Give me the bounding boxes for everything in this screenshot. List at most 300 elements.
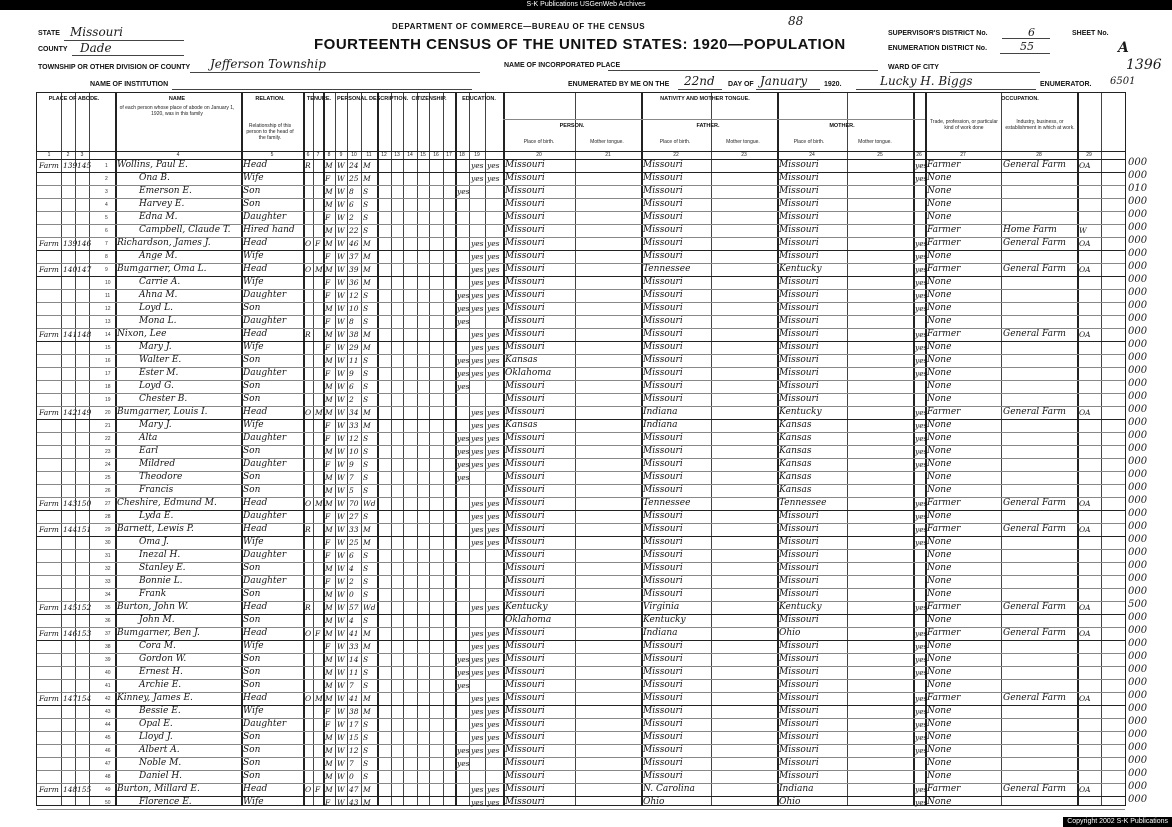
cell-write: yes xyxy=(487,356,500,365)
column-number: 27 xyxy=(960,152,966,158)
cell-school: yes xyxy=(457,460,470,469)
cell-marital: M xyxy=(363,694,371,703)
line-number: 40 xyxy=(105,670,111,676)
cell-mother: Missouri xyxy=(779,615,819,625)
cell-race: W xyxy=(337,460,345,469)
cell-english: yes xyxy=(915,161,928,170)
cell-occupation: None xyxy=(927,303,952,313)
cell-name: Inezal H. xyxy=(139,550,181,560)
cell-mother: Missouri xyxy=(779,199,819,209)
cell-school: yes xyxy=(457,369,470,378)
cell-name: Frank xyxy=(139,589,167,599)
cell-read: yes xyxy=(471,356,484,365)
cell-relation: Daughter xyxy=(243,511,287,521)
column-number: 4 xyxy=(176,152,180,158)
cell-tenure: R xyxy=(305,330,311,339)
cell-sex: M xyxy=(325,499,333,508)
cell-dwelling: 147 xyxy=(63,694,78,703)
cell-english: yes xyxy=(915,447,928,456)
cell-relation: Head xyxy=(243,693,268,703)
cell-family: 147 xyxy=(77,265,92,274)
cell-birth: Oklahoma xyxy=(505,615,552,625)
cell-age: 9 xyxy=(349,460,354,469)
cell-age: 34 xyxy=(349,408,359,417)
enumerated-label: ENUMERATED BY ME ON THE xyxy=(568,81,670,88)
column-number: 24 xyxy=(809,152,815,158)
margin-code: 000 xyxy=(1128,196,1148,207)
cell-write: yes xyxy=(487,785,500,794)
cell-write: yes xyxy=(487,746,500,755)
cell-race: W xyxy=(337,174,345,183)
cell-english: yes xyxy=(915,460,928,469)
cell-read: yes xyxy=(471,161,484,170)
column-number: 28 xyxy=(1036,152,1042,158)
cell-sex: M xyxy=(325,265,333,274)
margin-code: 500 xyxy=(1128,599,1148,610)
cell-occupation: None xyxy=(927,316,952,326)
margin-code: 000 xyxy=(1128,625,1148,636)
cell-read: yes xyxy=(471,694,484,703)
line-number: 33 xyxy=(105,579,111,585)
line-number: 8 xyxy=(105,254,108,260)
cell-name: Barnett, Lewis P. xyxy=(117,524,194,534)
margin-code: 000 xyxy=(1128,391,1148,402)
group-nativity: NATIVITY AND MOTHER TONGUE. xyxy=(660,96,750,102)
cell-occupation: None xyxy=(927,680,952,690)
cell-write: yes xyxy=(487,252,500,261)
line-number: 42 xyxy=(105,696,111,702)
cell-age: 12 xyxy=(349,291,359,300)
cell-birth: Oklahoma xyxy=(505,368,552,378)
line-number: 28 xyxy=(105,514,111,520)
cell-name: Wollins, Paul E. xyxy=(117,160,188,170)
cell-school: yes xyxy=(457,356,470,365)
cell-race: W xyxy=(337,200,345,209)
cell-marital: M xyxy=(363,798,371,807)
cell-tenure: O xyxy=(305,785,312,794)
cell-father: Missouri xyxy=(643,212,683,222)
cell-english: yes xyxy=(915,265,928,274)
cell-sex: F xyxy=(325,577,331,586)
cell-occupation: None xyxy=(927,511,952,521)
cell-tenure: O xyxy=(305,265,312,274)
cell-relation: Son xyxy=(243,303,261,313)
cell-birth: Missouri xyxy=(505,784,545,794)
cell-mother: Missouri xyxy=(779,667,819,677)
cell-relation: Wife xyxy=(243,342,264,352)
cell-mother: Missouri xyxy=(779,160,819,170)
cell-name: Albert A. xyxy=(139,745,180,755)
cell-write: yes xyxy=(487,512,500,521)
line-number: 7 xyxy=(105,241,108,247)
cell-birth: Missouri xyxy=(505,654,545,664)
cell-write: yes xyxy=(487,733,500,742)
cell-marital: S xyxy=(363,655,369,664)
cell-sex: F xyxy=(325,252,331,261)
cell-age: 15 xyxy=(349,733,359,742)
cell-father: Missouri xyxy=(643,706,683,716)
cell-marital: S xyxy=(363,473,369,482)
cell-relation: Head xyxy=(243,602,268,612)
cell-sex: M xyxy=(325,473,333,482)
cell-mother: Missouri xyxy=(779,706,819,716)
cell-tenure: R xyxy=(305,161,311,170)
cell-read: yes xyxy=(471,746,484,755)
margin-code: 000 xyxy=(1128,508,1148,519)
enumerated-month: January xyxy=(760,74,808,88)
cell-english: yes xyxy=(915,174,928,183)
cell-sex: M xyxy=(325,759,333,768)
line-number: 29 xyxy=(105,527,111,533)
margin-code: 000 xyxy=(1128,248,1148,259)
cell-school: yes xyxy=(457,382,470,391)
cell-family: 148 xyxy=(77,330,92,339)
cell-class: OA xyxy=(1079,239,1091,248)
cell-marital: S xyxy=(363,187,369,196)
cell-english: yes xyxy=(915,746,928,755)
line-number: 47 xyxy=(105,761,111,767)
cell-sex: M xyxy=(325,330,333,339)
margin-code: 000 xyxy=(1128,456,1148,467)
mother-tongue-header: Mother tongue. xyxy=(858,139,892,145)
cell-sex: M xyxy=(325,590,333,599)
cell-family: 151 xyxy=(77,525,92,534)
cell-school: yes xyxy=(457,759,470,768)
cell-age: 10 xyxy=(349,304,359,313)
group-mother: MOTHER. xyxy=(829,123,855,129)
cell-father: Missouri xyxy=(643,563,683,573)
cell-english: yes xyxy=(915,499,928,508)
person-birth-header: Place of birth. xyxy=(523,139,555,145)
cell-tenure: R xyxy=(305,525,311,534)
line-number: 46 xyxy=(105,748,111,754)
cell-name: Ona B. xyxy=(139,173,170,183)
cell-age: 36 xyxy=(349,278,359,287)
column-number: 26 xyxy=(916,152,922,158)
cell-father: Missouri xyxy=(643,654,683,664)
cell-age: 7 xyxy=(349,681,354,690)
cell-relation: Son xyxy=(243,394,261,404)
line-number: 15 xyxy=(105,345,111,351)
cell-read: yes xyxy=(471,304,484,313)
cell-age: 38 xyxy=(349,707,359,716)
cell-birth: Missouri xyxy=(505,524,545,534)
line-number: 5 xyxy=(105,215,108,221)
cell-father: Missouri xyxy=(643,524,683,534)
sheet-corner: 1396 xyxy=(1126,57,1162,73)
cell-race: W xyxy=(337,694,345,703)
cell-class: OA xyxy=(1079,330,1091,339)
cell-race: W xyxy=(337,746,345,755)
industry-header: Industry, business, or establishment in which at work. xyxy=(1005,119,1075,131)
cell-occupation: Farmer xyxy=(927,498,961,508)
cell-sex: M xyxy=(325,187,333,196)
cell-father: Missouri xyxy=(643,342,683,352)
cell-birth: Missouri xyxy=(505,758,545,768)
column-number: 15 xyxy=(420,152,426,158)
cell-age: 6 xyxy=(349,382,354,391)
cell-race: W xyxy=(337,343,345,352)
cell-birth: Missouri xyxy=(505,329,545,339)
cell-marital: S xyxy=(363,226,369,235)
cell-sex: F xyxy=(325,369,331,378)
cell-sex: F xyxy=(325,343,331,352)
day-of-label: DAY OF xyxy=(728,81,754,88)
cell-race: W xyxy=(337,642,345,651)
column-number: 20 xyxy=(536,152,542,158)
supervisor-value: 6 xyxy=(1028,26,1035,39)
cell-relation: Daughter xyxy=(243,290,287,300)
margin-code: 000 xyxy=(1128,781,1148,792)
cell-age: 27 xyxy=(349,512,359,521)
cell-father: Kentucky xyxy=(643,615,686,625)
cell-occupation: Farmer xyxy=(927,524,961,534)
enumerator-name: Lucky H. Biggs xyxy=(880,74,973,88)
cell-father: Missouri xyxy=(643,316,683,326)
cell-sex: F xyxy=(325,720,331,729)
cell-mortgage: M xyxy=(315,694,323,703)
cell-name: Alta xyxy=(139,433,158,443)
cell-occupation: None xyxy=(927,368,952,378)
cell-age: 7 xyxy=(349,473,354,482)
cell-age: 25 xyxy=(349,538,359,547)
cell-english: yes xyxy=(915,356,928,365)
cell-name: Loyd G. xyxy=(139,381,174,391)
cell-father: Missouri xyxy=(643,719,683,729)
cell-relation: Son xyxy=(243,758,261,768)
cell-english: yes xyxy=(915,642,928,651)
cell-english: yes xyxy=(915,798,928,807)
cell-write: yes xyxy=(487,369,500,378)
cell-english: yes xyxy=(915,538,928,547)
margin-code: 000 xyxy=(1128,378,1148,389)
cell-relation: Son xyxy=(243,563,261,573)
cell-school: yes xyxy=(457,473,470,482)
column-number: 1 xyxy=(47,152,51,158)
cell-mortgage: F xyxy=(315,785,321,794)
cell-industry: Home Farm xyxy=(1003,225,1057,235)
cell-father: Missouri xyxy=(643,667,683,677)
cell-english: yes xyxy=(915,512,928,521)
cell-mother: Missouri xyxy=(779,368,819,378)
cell-tenure: O xyxy=(305,694,312,703)
cell-relation: Head xyxy=(243,238,268,248)
cell-family: 145 xyxy=(77,161,92,170)
cell-name: Chester B. xyxy=(139,394,188,404)
cell-mother: Missouri xyxy=(779,342,819,352)
state-value: Missouri xyxy=(70,25,123,39)
line-number: 50 xyxy=(105,800,111,806)
cell-relation: Son xyxy=(243,589,261,599)
cell-race: W xyxy=(337,538,345,547)
cell-sex: M xyxy=(325,356,333,365)
line-number: 41 xyxy=(105,683,111,689)
cell-name: Archie E. xyxy=(139,680,182,690)
cell-write: yes xyxy=(487,278,500,287)
cell-father: Missouri xyxy=(643,745,683,755)
cell-tenure: O xyxy=(305,408,312,417)
cell-race: W xyxy=(337,252,345,261)
cell-father: Missouri xyxy=(643,160,683,170)
cell-name: Francis xyxy=(139,485,174,495)
cell-read: yes xyxy=(471,291,484,300)
cell-birth: Missouri xyxy=(505,212,545,222)
cell-school: yes xyxy=(457,187,470,196)
margin-code: 000 xyxy=(1128,157,1148,168)
cell-dwelling: 141 xyxy=(63,330,78,339)
cell-race: W xyxy=(337,421,345,430)
cell-street: Farm xyxy=(39,330,59,339)
cell-father: Missouri xyxy=(643,589,683,599)
cell-read: yes xyxy=(471,733,484,742)
cell-mother: Kentucky xyxy=(779,407,822,417)
cell-mortgage: M xyxy=(315,408,323,417)
line-number: 2 xyxy=(105,176,108,182)
cell-read: yes xyxy=(471,252,484,261)
cell-age: 8 xyxy=(349,187,354,196)
cell-write: yes xyxy=(487,330,500,339)
margin-code: 000 xyxy=(1128,768,1148,779)
cell-occupation: None xyxy=(927,173,952,183)
cell-occupation: None xyxy=(927,797,952,807)
margin-code: 000 xyxy=(1128,755,1148,766)
group-person: PERSON. xyxy=(559,123,585,129)
group-name: NAME xyxy=(168,96,186,102)
cell-occupation: None xyxy=(927,706,952,716)
line-number: 43 xyxy=(105,709,111,715)
cell-marital: S xyxy=(363,720,369,729)
margin-code: 000 xyxy=(1128,326,1148,337)
cell-read: yes xyxy=(471,265,484,274)
cell-industry: General Farm xyxy=(1003,784,1066,794)
cell-class: OA xyxy=(1079,161,1091,170)
cell-birth: Missouri xyxy=(505,433,545,443)
cell-sex: M xyxy=(325,772,333,781)
cell-birth: Missouri xyxy=(505,667,545,677)
cell-relation: Son xyxy=(243,654,261,664)
cell-dwelling: 145 xyxy=(63,603,78,612)
cell-occupation: None xyxy=(927,212,952,222)
cell-mother: Missouri xyxy=(779,758,819,768)
cell-birth: Missouri xyxy=(505,303,545,313)
cell-mother: Missouri xyxy=(779,576,819,586)
cell-name: Emerson E. xyxy=(139,186,192,196)
cell-industry: General Farm xyxy=(1003,329,1066,339)
cell-race: W xyxy=(337,330,345,339)
margin-code: 000 xyxy=(1128,794,1148,805)
group-tenure: TENURE. xyxy=(306,96,332,102)
cell-age: 2 xyxy=(349,577,354,586)
cell-mother: Ohio xyxy=(779,797,801,807)
cell-family: 155 xyxy=(77,785,92,794)
cell-father: Missouri xyxy=(643,329,683,339)
cell-father: Missouri xyxy=(643,433,683,443)
cell-age: 33 xyxy=(349,525,359,534)
line-number: 25 xyxy=(105,475,111,481)
line-number: 11 xyxy=(105,293,111,299)
cell-street: Farm xyxy=(39,408,59,417)
margin-code: 010 xyxy=(1128,183,1148,194)
cell-mother: Missouri xyxy=(779,225,819,235)
cell-write: yes xyxy=(487,291,500,300)
cell-tenure: O xyxy=(305,629,312,638)
column-number: 6 xyxy=(306,152,310,158)
person-tongue-header: Mother tongue. xyxy=(590,139,624,145)
cell-father: Missouri xyxy=(643,355,683,365)
cell-age: 2 xyxy=(349,395,354,404)
cell-race: W xyxy=(337,369,345,378)
cell-read: yes xyxy=(471,239,484,248)
cell-english: yes xyxy=(915,694,928,703)
cell-family: 153 xyxy=(77,629,92,638)
cell-birth: Missouri xyxy=(505,199,545,209)
cell-name: Lyda E. xyxy=(139,511,174,521)
line-number: 24 xyxy=(105,462,111,468)
cell-sex: M xyxy=(325,668,333,677)
cell-sex: M xyxy=(325,161,333,170)
cell-race: W xyxy=(337,577,345,586)
cell-sex: M xyxy=(325,733,333,742)
cell-sex: F xyxy=(325,512,331,521)
cell-age: 47 xyxy=(349,785,359,794)
cell-mother: Missouri xyxy=(779,238,819,248)
group-education: EDUCATION. xyxy=(462,96,496,102)
line-number: 4 xyxy=(105,202,108,208)
cell-name: Ester M. xyxy=(139,368,179,378)
cell-occupation: None xyxy=(927,433,952,443)
margin-code: 000 xyxy=(1128,261,1148,272)
cell-marital: S xyxy=(363,434,369,443)
cell-age: 0 xyxy=(349,772,354,781)
cell-relation: Son xyxy=(243,186,261,196)
cell-occupation: None xyxy=(927,654,952,664)
cell-industry: General Farm xyxy=(1003,264,1066,274)
cell-sex: M xyxy=(325,785,333,794)
cell-age: 0 xyxy=(349,590,354,599)
cell-name: Mary J. xyxy=(139,420,172,430)
cell-marital: S xyxy=(363,486,369,495)
cell-occupation: None xyxy=(927,355,952,365)
cell-read: yes xyxy=(471,629,484,638)
cell-occupation: Farmer xyxy=(927,407,961,417)
cell-marital: S xyxy=(363,668,369,677)
cell-mortgage: M xyxy=(315,499,323,508)
cell-read: yes xyxy=(471,434,484,443)
cell-occupation: None xyxy=(927,459,952,469)
cell-sex: M xyxy=(325,395,333,404)
cell-class: OA xyxy=(1079,525,1091,534)
cell-birth: Missouri xyxy=(505,797,545,807)
cell-sex: M xyxy=(325,239,333,248)
cell-class: OA xyxy=(1079,603,1091,612)
cell-sex: F xyxy=(325,317,331,326)
cell-school: yes xyxy=(457,291,470,300)
cell-class: OA xyxy=(1079,499,1091,508)
cell-marital: S xyxy=(363,304,369,313)
cell-age: 25 xyxy=(349,174,359,183)
cell-read: yes xyxy=(471,707,484,716)
father-tongue-header: Mother tongue. xyxy=(726,139,760,145)
cell-industry: General Farm xyxy=(1003,602,1066,612)
cell-sex: F xyxy=(325,460,331,469)
cell-birth: Missouri xyxy=(505,771,545,781)
cell-age: 38 xyxy=(349,330,359,339)
cell-family: 152 xyxy=(77,603,92,612)
line-number: 34 xyxy=(105,592,111,598)
cell-name: Cora M. xyxy=(139,641,176,651)
cell-read: yes xyxy=(471,174,484,183)
cell-race: W xyxy=(337,590,345,599)
